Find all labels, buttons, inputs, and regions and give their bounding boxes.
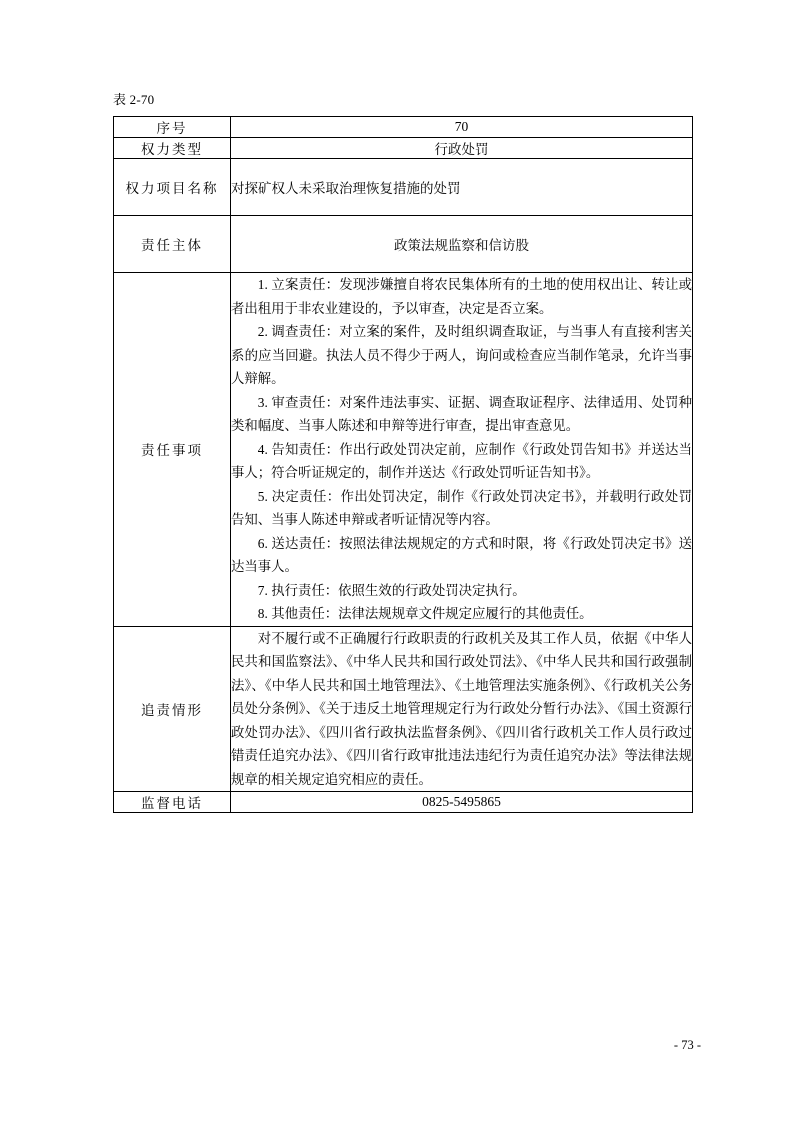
table-row xyxy=(114,138,693,159)
power-item-table xyxy=(113,116,693,813)
duty-item: 1. 立案责任：发现涉嫌擅自将农民集体所有的土地的使用权出让、转让或者出租用于非农业建设的，予以审查，决定是否立案。 xyxy=(231,277,692,316)
table-row xyxy=(114,216,693,273)
duty-item: 6. 送达责任：按照法律法规规定的方式和时限，将《行政处罚决定书》送达当事人。 xyxy=(231,535,692,574)
row-value-responsible-body: 政策法规监察和信访股 xyxy=(231,216,693,273)
accountability-text-block xyxy=(231,627,692,792)
accountability-text: 对不履行或不正确履行行政职责的行政机关及其工作人员，依据《中华人民共和国监察法》、《中华人民共和国行政处罚法》、《中华人民共和国行政强制法》、《中华人民共和国土地管理法》、《土地管理法实施条例》、《行政机关公务员处分条例》、《关于违反土地管理规定行为行政处分暂行办法》、《国土资源行政处罚办法》、《四川省行政执法监督条例》、《四川省行政机关工作人员行政过错责任追究办法》、《四川省行政审批违法违纪行为责任追究办法》等法律法规规章的相关规定追究相应的责任。 xyxy=(231,630,692,787)
row-label-duties: 责任事项 xyxy=(114,273,231,627)
page-content xyxy=(113,90,693,813)
duty-item: 5. 决定责任：作出处罚决定，制作《行政处罚决定书》，并载明行政处罚告知、当事人陈述申辩或者听证情况等内容。 xyxy=(231,488,692,527)
table-row xyxy=(114,792,693,813)
duty-item: 7. 执行责任：依照生效的行政处罚决定执行。 xyxy=(257,582,526,598)
table-row xyxy=(114,159,693,216)
row-value-duties xyxy=(231,273,693,627)
row-value-serial: 70 xyxy=(231,117,693,138)
duties-list xyxy=(231,273,692,626)
table-row-accountability xyxy=(114,626,693,792)
duty-item: 3. 审查责任：对案件违法事实、证据、调查取证程序、法律适用、处罚种类和幅度、当事人陈述和申辩等进行审查，提出审查意见。 xyxy=(231,394,692,433)
duty-item: 4. 告知责任：作出行政处罚决定前，应制作《行政处罚告知书》并送达当事人；符合听证规定的，制作并送达《行政处罚听证告知书》。 xyxy=(231,441,692,480)
row-label-responsible-body: 责任主体 xyxy=(114,216,231,273)
row-label-accountability: 追责情形 xyxy=(114,626,231,792)
row-label-power-type: 权力类型 xyxy=(114,138,231,159)
table-caption: 表 2-70 xyxy=(113,92,155,107)
row-label-supervision-phone: 监督电话 xyxy=(114,792,231,813)
row-label-power-name: 权力项目名称 xyxy=(114,159,231,216)
row-value-power-name: 对探矿权人未采取治理恢复措施的处罚 xyxy=(231,159,693,216)
row-label-serial: 序号 xyxy=(114,117,231,138)
table-row-duties xyxy=(114,273,693,627)
duty-item: 2. 调查责任：对立案的案件，及时组织调查取证，与当事人有直接利害关系的应当回避。执法人员不得少于两人，询问或检查应当制作笔录，允许当事人辩解。 xyxy=(231,324,692,386)
row-value-power-type: 行政处罚 xyxy=(231,138,693,159)
row-value-accountability xyxy=(231,626,693,792)
duty-item: 8. 其他责任：法律法规规章文件规定应履行的其他责任。 xyxy=(257,606,593,621)
table-row xyxy=(114,117,693,138)
row-value-supervision-phone: 0825-5495865 xyxy=(231,792,693,813)
page-number: - 73 - xyxy=(673,1038,701,1052)
